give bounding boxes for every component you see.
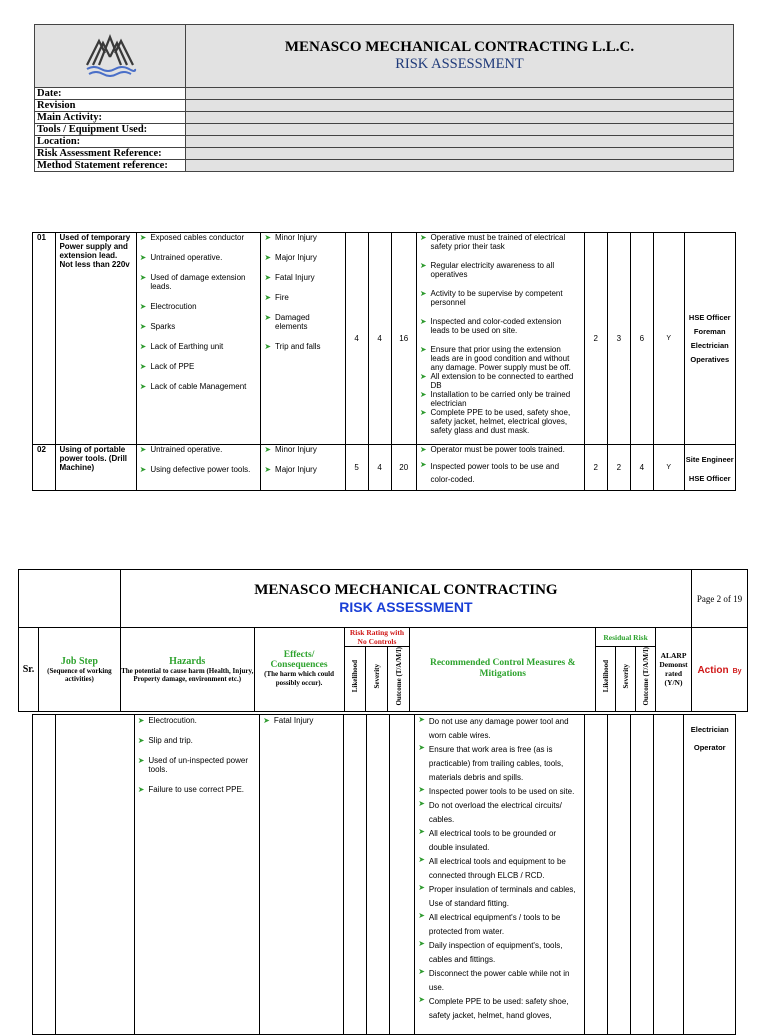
col-job-step-sub: (Sequence of working activities) xyxy=(47,666,112,683)
arrow-bullet-icon: ➤ xyxy=(139,322,147,331)
risk-table-page1 xyxy=(32,232,736,491)
arrow-bullet-icon: ➤ xyxy=(263,716,270,725)
responsible-party: Electrician xyxy=(690,341,729,350)
info-row xyxy=(35,136,734,148)
field-value xyxy=(186,136,734,148)
page-number: Page 2 of 19 xyxy=(691,570,747,628)
residual-outcome: 4 xyxy=(630,445,653,491)
list-item: Operative must be trained of electrical safety prior their task xyxy=(430,233,566,251)
arrow-bullet-icon: ➤ xyxy=(139,253,147,262)
col-hazards-title: Hazards xyxy=(169,655,206,667)
list-item: Exposed cables conductor xyxy=(150,233,245,242)
logo-cell xyxy=(35,25,186,88)
hazards-cell xyxy=(136,445,261,491)
field-value xyxy=(186,112,734,124)
arrow-bullet-icon: ➤ xyxy=(137,756,145,765)
arrow-bullet-icon: ➤ xyxy=(264,253,272,262)
likelihood-value: 4 xyxy=(345,233,368,445)
arrow-bullet-icon: ➤ xyxy=(419,445,427,454)
list-item: Regular electricity awareness to all operatives xyxy=(430,261,555,279)
list-item: Used of damage extension leads. xyxy=(150,273,246,291)
residual-severity: 2 xyxy=(607,445,630,491)
residual-severity xyxy=(607,715,630,1035)
table-row xyxy=(33,445,736,491)
col-outcome xyxy=(388,647,410,712)
outcome-value: 20 xyxy=(391,445,416,491)
col-severity xyxy=(366,647,388,712)
col-recommended: Recommended Control Measures & Mitigations xyxy=(410,628,596,712)
info-row xyxy=(35,112,734,124)
arrow-bullet-icon: ➤ xyxy=(419,460,427,469)
field-value xyxy=(186,148,734,160)
field-label: Date: xyxy=(35,88,186,100)
field-value xyxy=(186,160,734,172)
arrow-bullet-icon: ➤ xyxy=(137,716,145,725)
col-action xyxy=(691,628,747,712)
arrow-bullet-icon: ➤ xyxy=(418,883,425,892)
col-sr: Sr. xyxy=(19,628,39,712)
info-row xyxy=(35,124,734,136)
action-by-cell xyxy=(684,233,736,445)
responsible-party: Operator xyxy=(693,743,726,752)
arrow-bullet-icon: ➤ xyxy=(419,390,427,399)
col-job-step xyxy=(38,628,120,712)
arrow-bullet-icon: ➤ xyxy=(418,855,425,864)
table-row xyxy=(33,233,736,445)
residual-likelihood xyxy=(584,715,607,1035)
list-item: Complete PPE to be used: safety shoe, safety jacket, helmet, hand gloves, xyxy=(428,997,569,1020)
responsible-party: Foreman xyxy=(693,327,726,336)
arrow-bullet-icon: ➤ xyxy=(137,736,145,745)
arrow-bullet-icon: ➤ xyxy=(264,465,272,474)
list-item: Ensure that prior using the extension leads are in good condition and without any damage. Power supply must be off. xyxy=(430,345,571,372)
controls-cell xyxy=(416,445,584,491)
list-item: Major Injury xyxy=(275,465,317,474)
list-item: Installation to be carried only be trained electrician xyxy=(430,390,571,408)
field-value xyxy=(186,100,734,112)
arrow-bullet-icon: ➤ xyxy=(418,743,425,752)
info-row xyxy=(35,160,734,172)
document-header xyxy=(34,24,734,172)
list-item: Fire xyxy=(275,293,289,302)
list-item: Damaged elements xyxy=(275,313,310,331)
severity-value: 4 xyxy=(368,233,391,445)
arrow-bullet-icon: ➤ xyxy=(418,939,425,948)
document-title: RISK ASSESSMENT xyxy=(339,599,473,615)
col-effects-title: Effects/ Consequences xyxy=(270,650,328,671)
alarp-value xyxy=(653,715,684,1035)
arrow-bullet-icon: ➤ xyxy=(418,715,425,724)
list-item: Ensure that work area is free (as is practicable) from trailing cables, tools, materials debris and spills. xyxy=(428,745,564,782)
page2-title-cell xyxy=(120,570,691,628)
sr-number: 01 xyxy=(33,233,56,445)
col-effects-sub: (The harm which could possibly occur). xyxy=(264,670,334,688)
company-logo-icon xyxy=(81,31,139,77)
residual-outcome xyxy=(630,715,653,1035)
residual-likelihood: 2 xyxy=(584,445,607,491)
arrow-bullet-icon: ➤ xyxy=(139,382,147,391)
list-item: Activity to be supervise by competent personnel xyxy=(430,289,563,307)
arrow-bullet-icon: ➤ xyxy=(419,317,427,326)
field-value xyxy=(186,124,734,136)
arrow-bullet-icon: ➤ xyxy=(418,785,425,794)
action-by-cell xyxy=(684,445,736,491)
arrow-bullet-icon: ➤ xyxy=(139,445,147,454)
list-item: Minor Injury xyxy=(275,445,317,454)
col-residual-outcome-label: Outcome (T/A/M/I) xyxy=(641,647,650,706)
col-severity-label: Severity xyxy=(372,664,381,689)
list-item: Fatal Injury xyxy=(273,716,314,725)
arrow-bullet-icon: ➤ xyxy=(418,967,425,976)
responsible-party: Site Engineer xyxy=(685,454,734,464)
arrow-bullet-icon: ➤ xyxy=(419,233,427,242)
list-item: Daily inspection of equipment's, tools, cables and fittings. xyxy=(428,941,563,964)
col-residual-outcome xyxy=(636,647,656,712)
list-item: Lack of PPE xyxy=(150,362,195,371)
field-label: Location: xyxy=(35,136,186,148)
arrow-bullet-icon: ➤ xyxy=(418,827,425,836)
responsible-party: HSE Officer xyxy=(688,473,731,483)
page2-header xyxy=(18,569,748,712)
col-risk-rating: Risk Rating with No Controls xyxy=(344,628,410,647)
list-item: Major Injury xyxy=(275,253,317,262)
responsible-party: HSE Officer xyxy=(688,313,731,322)
hazards-cell xyxy=(134,715,259,1035)
list-item: Fatal Injury xyxy=(275,273,315,282)
list-item: Operator must be power tools trained. xyxy=(430,445,565,454)
list-item: Failure to use correct PPE. xyxy=(148,785,244,794)
list-item: Proper insulation of terminals and cables, Use of standard fitting. xyxy=(428,885,576,908)
hazards-cell xyxy=(136,233,261,445)
arrow-bullet-icon: ➤ xyxy=(139,465,147,474)
arrow-bullet-icon: ➤ xyxy=(139,233,147,242)
sr-number xyxy=(33,715,56,1035)
job-step: Using of portable power tools. (Drill Machine) xyxy=(56,445,136,491)
alarp-value: Y xyxy=(653,233,684,445)
col-hazards xyxy=(120,628,254,712)
list-item: Do not overload the electrical circuits/ cables. xyxy=(428,801,562,824)
list-item: Inspected and color-coded extension leads to be used on site. xyxy=(430,317,562,335)
col-alarp: ALARP Demonst rated (Y/N) xyxy=(656,628,692,712)
list-item: Lack of Earthing unit xyxy=(150,342,224,351)
list-item: Inspected power tools to be use and color-coded. xyxy=(430,462,560,484)
sr-number: 02 xyxy=(33,445,56,491)
effects-cell xyxy=(261,445,345,491)
severity-value: 4 xyxy=(368,445,391,491)
effects-cell xyxy=(261,233,345,445)
list-item: Disconnect the power cable while not in use. xyxy=(428,969,570,992)
company-name: MENASCO MECHANICAL CONTRACTING xyxy=(254,582,558,598)
list-item: Inspected power tools to be used on site. xyxy=(428,787,575,796)
list-item: Lack of cable Management xyxy=(150,382,247,391)
arrow-bullet-icon: ➤ xyxy=(139,342,147,351)
list-item: Complete PPE to be used, safety shoe, safety jacket, helmet, electrical gloves, safety glass and dust mask. xyxy=(430,408,571,435)
col-residual-likelihood-label: Likelihood xyxy=(601,660,610,693)
col-residual-severity xyxy=(616,647,636,712)
arrow-bullet-icon: ➤ xyxy=(137,785,145,794)
arrow-bullet-icon: ➤ xyxy=(139,273,147,282)
field-label: Risk Assessment Reference: xyxy=(35,148,186,160)
table-row xyxy=(33,715,736,1035)
arrow-bullet-icon: ➤ xyxy=(418,911,425,920)
job-step: Used of temporary Power supply and extension lead. Not less than 220v xyxy=(56,233,136,445)
list-item: Used of un-inspected power tools. xyxy=(148,756,249,774)
list-item: Trip and falls xyxy=(275,342,321,351)
list-item: Slip and trip. xyxy=(148,736,193,745)
field-label: Revision xyxy=(35,100,186,112)
col-residual-likelihood xyxy=(596,647,616,712)
col-residual-severity-label: Severity xyxy=(621,664,630,689)
col-effects xyxy=(254,628,344,712)
document-title: RISK ASSESSMENT xyxy=(395,56,524,72)
arrow-bullet-icon: ➤ xyxy=(419,372,427,381)
arrow-bullet-icon: ➤ xyxy=(264,293,272,302)
list-item: Electrocution. xyxy=(148,716,197,725)
responsible-party: Operatives xyxy=(690,355,730,364)
company-name: MENASCO MECHANICAL CONTRACTING L.L.C. xyxy=(284,39,635,55)
col-hazards-sub: The potential to cause harm (Health, Injury, Property damage, environment etc.) xyxy=(121,666,254,683)
arrow-bullet-icon: ➤ xyxy=(264,342,272,351)
arrow-bullet-icon: ➤ xyxy=(419,289,427,298)
alarp-value: Y xyxy=(653,445,684,491)
col-residual-risk: Residual Risk xyxy=(596,628,656,647)
col-job-step-title: Job Step xyxy=(60,655,98,667)
info-row xyxy=(35,88,734,100)
risk-table-page2 xyxy=(32,714,736,1035)
list-item: All extension to be connected to earthed DB xyxy=(430,372,574,390)
col-outcome-label: Outcome (T/A/M/I) xyxy=(394,647,403,706)
list-item: All electrical tools and equipment to be connected through ELCB / RCD. xyxy=(428,857,566,880)
logo-placeholder xyxy=(19,570,121,628)
field-label: Main Activity: xyxy=(35,112,186,124)
list-item: Sparks xyxy=(150,322,176,331)
arrow-bullet-icon: ➤ xyxy=(264,273,272,282)
list-item: Untrained operative. xyxy=(150,445,223,454)
arrow-bullet-icon: ➤ xyxy=(419,345,427,354)
col-action-by: By xyxy=(732,668,742,676)
list-item: Minor Injury xyxy=(275,233,317,242)
outcome-value: 16 xyxy=(391,233,416,445)
field-value xyxy=(186,88,734,100)
arrow-bullet-icon: ➤ xyxy=(418,799,425,808)
info-row xyxy=(35,148,734,160)
arrow-bullet-icon: ➤ xyxy=(419,408,427,417)
arrow-bullet-icon: ➤ xyxy=(139,362,147,371)
residual-likelihood: 2 xyxy=(584,233,607,445)
list-item: Using defective power tools. xyxy=(150,465,251,474)
info-row xyxy=(35,100,734,112)
list-item: Electrocution xyxy=(150,302,197,311)
field-label: Tools / Equipment Used: xyxy=(35,124,186,136)
arrow-bullet-icon: ➤ xyxy=(264,445,272,454)
arrow-bullet-icon: ➤ xyxy=(264,233,272,242)
residual-outcome: 6 xyxy=(630,233,653,445)
col-action-title: Action xyxy=(697,665,729,677)
arrow-bullet-icon: ➤ xyxy=(264,313,272,322)
list-item: All electrical tools to be grounded or double insulated. xyxy=(428,829,557,852)
controls-cell xyxy=(416,233,584,445)
arrow-bullet-icon: ➤ xyxy=(139,302,147,311)
outcome-value xyxy=(390,715,415,1035)
likelihood-value xyxy=(344,715,367,1035)
job-step xyxy=(56,715,135,1035)
action-by-cell xyxy=(684,715,736,1035)
col-likelihood-label: Likelihood xyxy=(351,660,359,693)
list-item: Do not use any damage power tool and worn cable wires. xyxy=(428,717,569,740)
residual-severity: 3 xyxy=(607,233,630,445)
arrow-bullet-icon: ➤ xyxy=(418,995,425,1004)
field-label: Method Statement reference: xyxy=(35,160,186,172)
arrow-bullet-icon: ➤ xyxy=(419,261,427,270)
responsible-party: Electrician xyxy=(690,725,729,734)
effects-cell xyxy=(260,715,344,1035)
list-item: All electrical equipment's / tools to be protected from water. xyxy=(428,913,561,936)
likelihood-value: 5 xyxy=(345,445,368,491)
col-likelihood xyxy=(344,647,366,712)
list-item: Untrained operative. xyxy=(150,253,223,262)
severity-value xyxy=(367,715,390,1035)
controls-cell xyxy=(415,715,584,1035)
